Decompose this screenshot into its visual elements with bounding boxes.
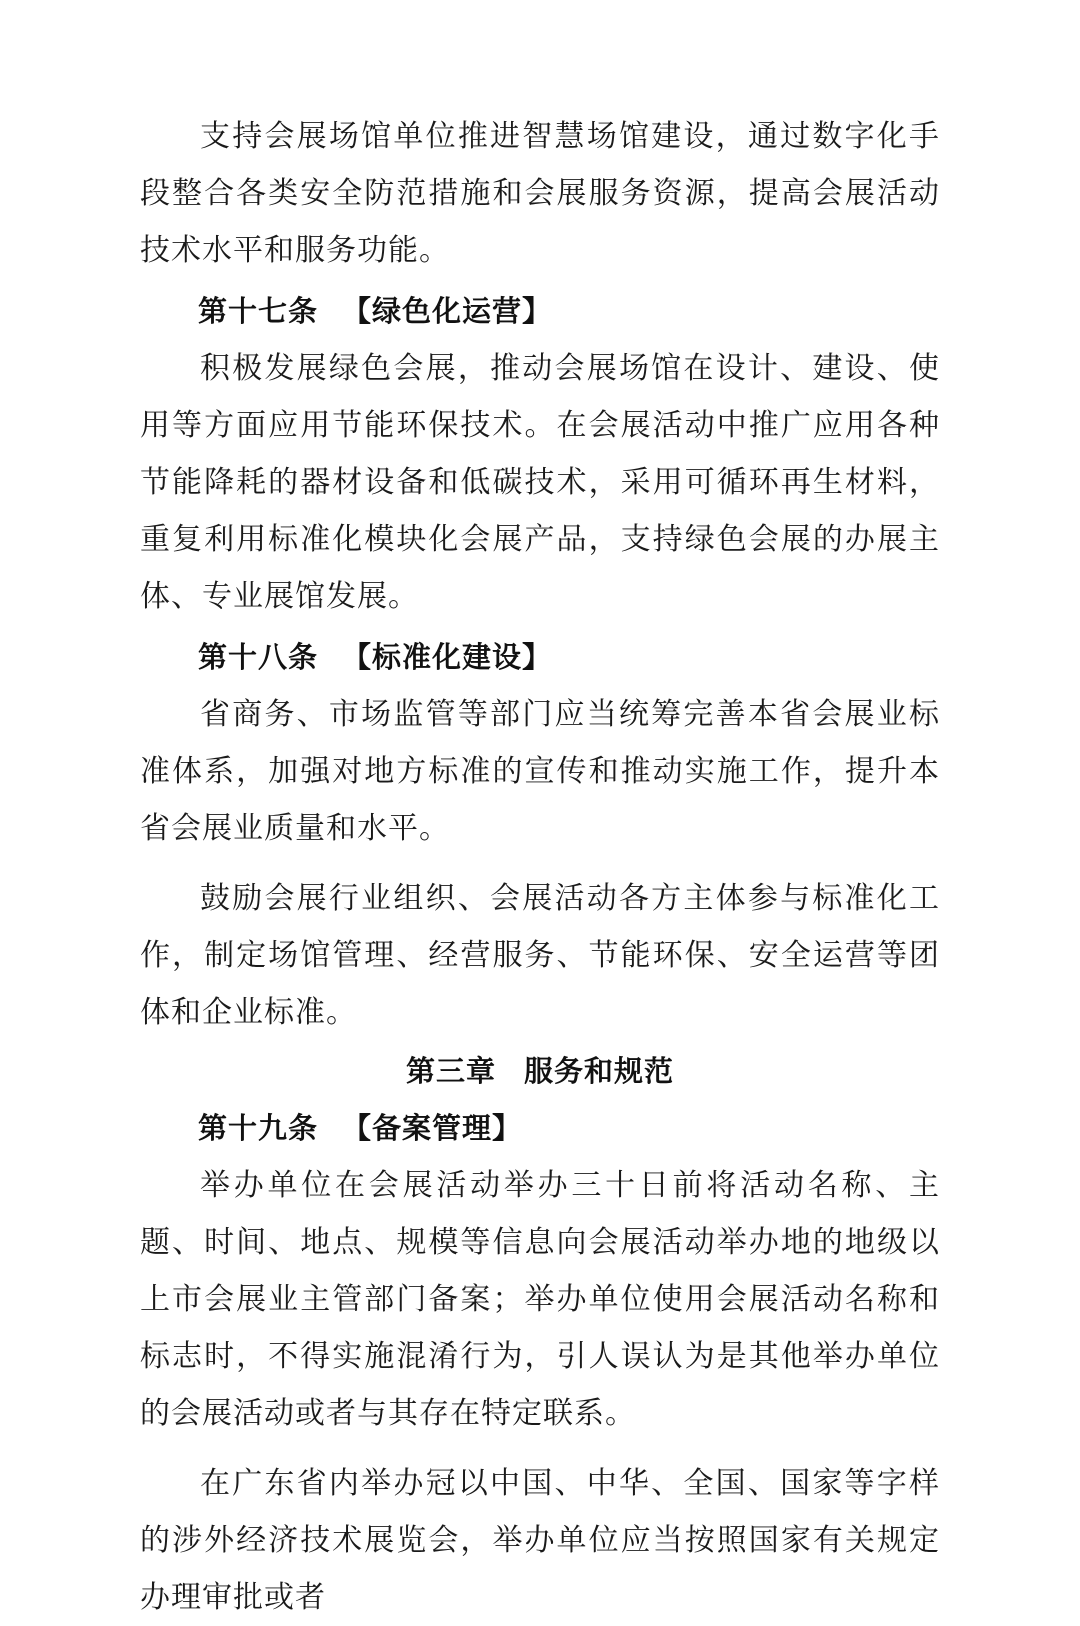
- article-18-number: 第十八条: [198, 640, 319, 674]
- chapter-3-heading: [140, 1043, 940, 1100]
- article-18-paragraph-1: 省商务、市场监管等部门应当统筹完善本省会展业标准体系，加强对地方标准的宣传和推动实施工作，提升本省会展业质量和水平。: [140, 697, 940, 846]
- document-page: [140, 108, 940, 1626]
- article-18-heading: [140, 629, 940, 686]
- article-18-title: 【标准化建设】: [342, 640, 553, 674]
- article-19-paragraph-1: 举办单位在会展活动举办三十日前将活动名称、主题、时间、地点、规模等信息向会展活动举办地的地级以上市会展业主管部门备案；举办单位使用会展活动名称和标志时，不得实施混淆行为，引人误认为是其他举办单位的会展活动或者与其存在特定联系。: [140, 1168, 940, 1431]
- article-17-number: 第十七条: [198, 294, 319, 328]
- article-17-heading: [140, 283, 940, 340]
- article-19-title: 【备案管理】: [342, 1111, 523, 1145]
- article-19-number: 第十九条: [198, 1111, 319, 1145]
- article-17-title: 【绿色化运营】: [342, 294, 553, 328]
- chapter-3-number: 第三章: [405, 1054, 496, 1088]
- article-18-paragraph-2: 鼓励会展行业组织、会展活动各方主体参与标准化工作，制定场馆管理、经营服务、节能环保、安全运营等团体和企业标准。: [140, 881, 940, 1030]
- article-17-paragraph-1: 积极发展绿色会展，推动会展场馆在设计、建设、使用等方面应用节能环保技术。在会展活动中推广应用各种节能降耗的器材设备和低碳技术，采用可循环再生材料，重复利用标准化模块化会展产品，支持绿色会展的办展主体、专业展馆发展。: [140, 351, 940, 614]
- article-19-paragraph-2: 在广东省内举办冠以中国、中华、全国、国家等字样的涉外经济技术展览会，举办单位应当按照国家有关规定办理审批或者: [140, 1466, 940, 1615]
- chapter-3-title: 服务和规范: [524, 1054, 675, 1088]
- intro-paragraph: 支持会展场馆单位推进智慧场馆建设，通过数字化手段整合各类安全防范措施和会展服务资源，提高会展活动技术水平和服务功能。: [140, 119, 940, 268]
- article-19-heading: [140, 1100, 940, 1157]
